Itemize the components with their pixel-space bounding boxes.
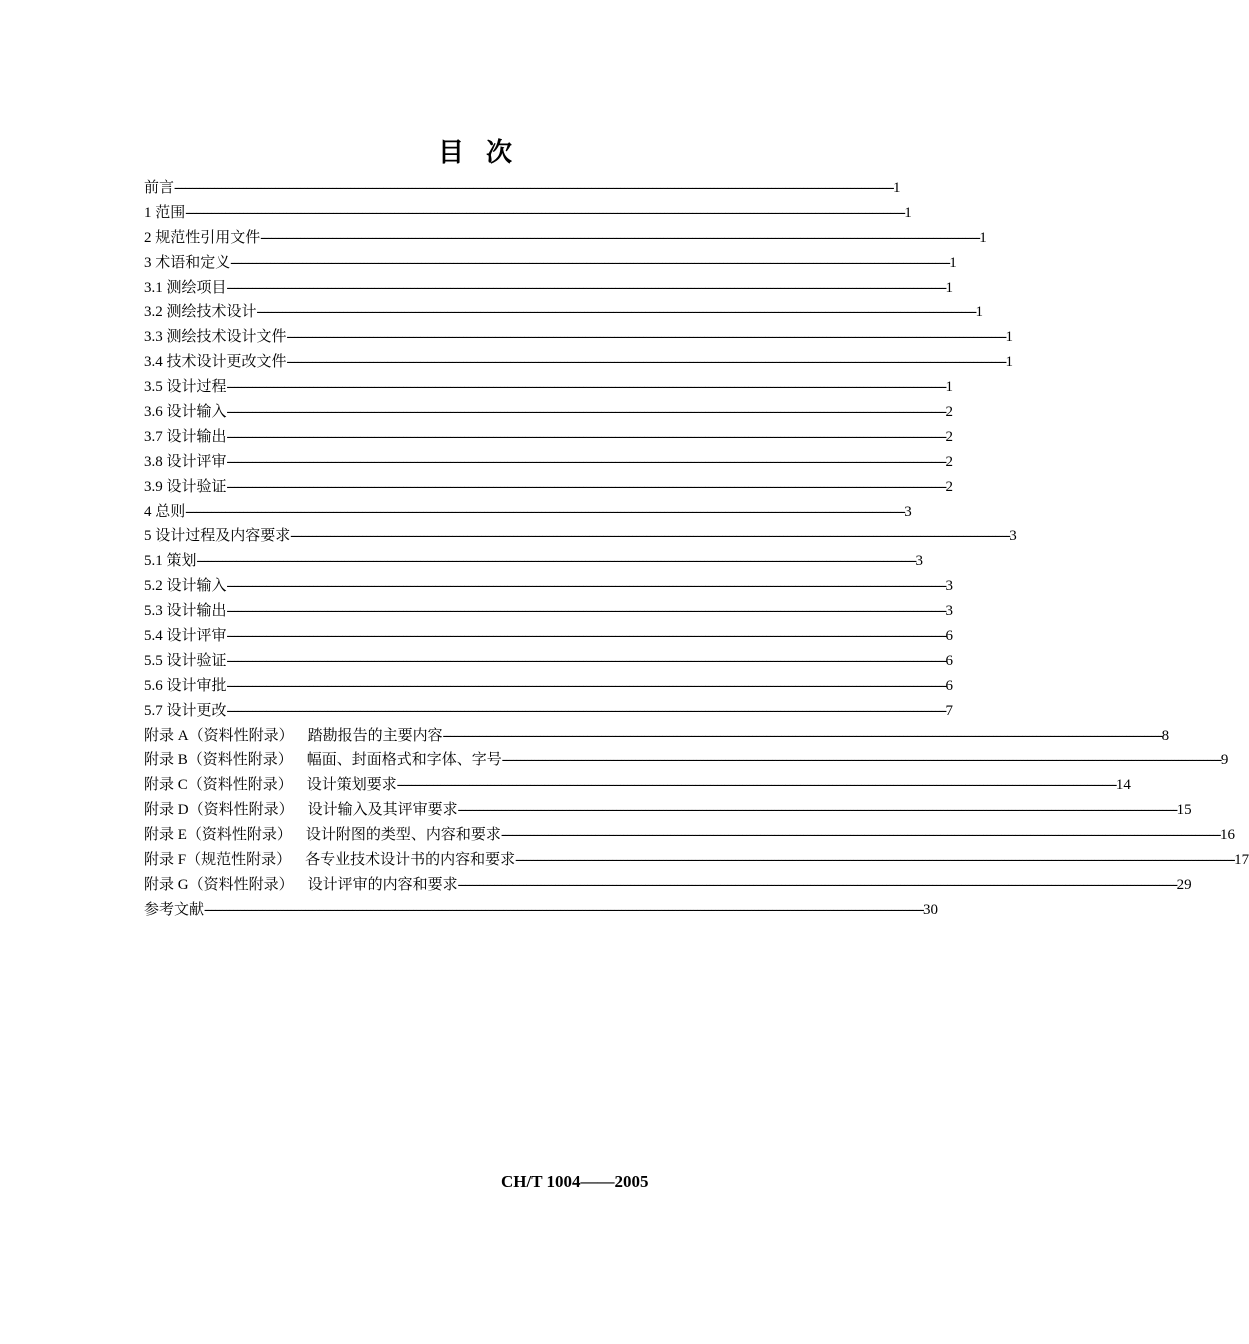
toc-entry-heading: 5.5 设计验证 — [144, 652, 227, 669]
toc-entry-label — [144, 475, 227, 500]
toc-entry-heading: 附录 D（资料性附录） — [144, 802, 294, 819]
dot-leader: -------------------------------------------------------------------------------------------------------------------------------------------------------------------------------------------------------- — [185, 503, 905, 520]
toc-entry-label — [144, 674, 227, 699]
toc-entry-heading: 5.1 策划 — [144, 553, 197, 570]
toc-entry-page-number: 1 — [975, 304, 984, 321]
toc-entry-page-number: 3 — [945, 603, 954, 620]
toc-entry-label — [144, 823, 501, 848]
toc-entry[interactable] — [144, 500, 912, 525]
toc-entry-label — [144, 773, 397, 798]
toc-entry-label — [144, 400, 227, 425]
toc-entry-heading: 5.6 设计审批 — [144, 677, 227, 694]
toc-entry-subtitle: 踏勘报告的主要内容 — [307, 727, 443, 744]
dot-leader: -------------------------------------------------------------------------------------------------------------------------------------------------------------------------------------------------------- — [226, 379, 946, 396]
toc-entry[interactable] — [144, 549, 924, 574]
toc-entry-page-number: 14 — [1115, 777, 1131, 794]
toc-entry-label — [144, 325, 287, 350]
toc-entry[interactable] — [144, 748, 1229, 773]
toc-entry[interactable] — [144, 475, 954, 500]
toc-entry-heading: 3.3 测绘技术设计文件 — [144, 329, 287, 346]
toc-entry-page-number: 3 — [945, 578, 954, 595]
toc-entry-page-number: 6 — [945, 652, 954, 669]
dot-leader: -------------------------------------------------------------------------------------------------------------------------------------------------------------------------------------------------------- — [226, 578, 946, 595]
toc-entry-page-number: 1 — [949, 254, 957, 271]
dot-leader: -------------------------------------------------------------------------------------------------------------------------------------------------------------------------------------------------------- — [286, 329, 1006, 346]
toc-entry-heading: 5 设计过程及内容要求 — [144, 528, 291, 545]
toc-entry-heading: 5.3 设计输出 — [144, 603, 227, 620]
dot-leader: -------------------------------------------------------------------------------------------------------------------------------------------------------------------------------------------------------- — [226, 652, 946, 669]
toc-entry[interactable] — [144, 325, 1014, 350]
dot-leader: -------------------------------------------------------------------------------------------------------------------------------------------------------------------------------------------------------- — [396, 777, 1116, 794]
toc-entry-heading: 参考文献 — [144, 901, 205, 918]
toc-entry-label — [144, 748, 502, 773]
toc-entry-page-number: 9 — [1220, 752, 1229, 769]
toc-entry-label — [144, 549, 197, 574]
toc-entry-label — [144, 848, 515, 873]
dot-leader: -------------------------------------------------------------------------------------------------------------------------------------------------------------------------------------------------------- — [226, 702, 946, 719]
toc-entry-heading: 附录 B（资料性附录） — [144, 752, 293, 769]
toc-entry-heading: 5.4 设计评审 — [144, 628, 227, 645]
toc-entry-heading: 3 术语和定义 — [144, 254, 231, 271]
toc-entry[interactable] — [144, 674, 954, 699]
toc-entry[interactable] — [144, 251, 957, 276]
dot-leader: -------------------------------------------------------------------------------------------------------------------------------------------------------------------------------------------------------- — [226, 628, 946, 645]
toc-entry-label — [144, 898, 204, 923]
toc-entry-label — [144, 276, 227, 301]
toc-entry[interactable] — [144, 599, 954, 624]
toc-entry-label — [144, 699, 227, 724]
toc-entry-heading: 4 总则 — [144, 503, 186, 520]
toc-entry-page-number: 1 — [979, 229, 987, 246]
dot-leader: -------------------------------------------------------------------------------------------------------------------------------------------------------------------------------------------------------- — [204, 901, 924, 918]
toc-entry[interactable] — [144, 350, 1014, 375]
toc-entry-page-number: 16 — [1219, 827, 1235, 844]
toc-entry-page-number: 3 — [904, 503, 912, 520]
toc-entry[interactable] — [144, 724, 1170, 749]
page-title: 目次 — [437, 138, 534, 167]
toc-entry-label — [144, 724, 443, 749]
toc-entry[interactable] — [144, 201, 912, 226]
toc-entry[interactable] — [144, 450, 954, 475]
toc-entry[interactable] — [144, 276, 954, 301]
toc-entry-page-number: 1 — [1005, 354, 1014, 371]
toc-entry-heading: 附录 A（资料性附录） — [144, 727, 294, 744]
dot-leader: -------------------------------------------------------------------------------------------------------------------------------------------------------------------------------------------------------- — [457, 876, 1177, 893]
toc-entry-page-number: 2 — [945, 428, 954, 445]
toc-entry-page-number: 15 — [1176, 802, 1192, 819]
toc-entry[interactable] — [144, 375, 954, 400]
toc-entry-page-number: 17 — [1234, 852, 1249, 869]
toc-entry[interactable] — [144, 176, 901, 201]
toc-entry-heading: 5.7 设计更改 — [144, 702, 227, 719]
dot-leader: -------------------------------------------------------------------------------------------------------------------------------------------------------------------------------------------------------- — [226, 279, 946, 296]
dot-leader: -------------------------------------------------------------------------------------------------------------------------------------------------------------------------------------------------------- — [185, 204, 905, 221]
toc-entry-label — [144, 176, 174, 201]
toc-entry-label — [144, 226, 260, 251]
toc-entry-page-number: 30 — [923, 901, 939, 918]
toc-entry-heading: 附录 C（资料性附录） — [144, 777, 293, 794]
toc-entry-page-number: 3 — [1009, 528, 1017, 545]
dot-leader: -------------------------------------------------------------------------------------------------------------------------------------------------------------------------------------------------------- — [174, 180, 894, 196]
toc-entry-page-number: 1 — [893, 180, 901, 196]
toc-entry-label — [144, 500, 185, 525]
toc-entry-subtitle: 设计输入及其评审要求 — [307, 802, 458, 819]
toc-entry-label — [144, 873, 458, 898]
toc-entry[interactable] — [144, 300, 984, 325]
toc-entry-page-number: 7 — [945, 702, 954, 719]
toc-entry-page-number: 2 — [945, 404, 954, 421]
toc-entry-label — [144, 201, 185, 226]
dot-leader: -------------------------------------------------------------------------------------------------------------------------------------------------------------------------------------------------------- — [500, 827, 1220, 844]
dot-leader: -------------------------------------------------------------------------------------------------------------------------------------------------------------------------------------------------------- — [226, 453, 946, 470]
toc-entry-page-number: 2 — [945, 478, 954, 495]
dot-leader: -------------------------------------------------------------------------------------------------------------------------------------------------------------------------------------------------------- — [501, 752, 1221, 769]
toc-entry-heading: 3.1 测绘项目 — [144, 279, 227, 296]
dot-leader: -------------------------------------------------------------------------------------------------------------------------------------------------------------------------------------------------------- — [515, 852, 1235, 869]
toc-entry[interactable] — [144, 898, 939, 923]
toc-entry-label — [144, 798, 458, 823]
toc-entry-heading: 3.2 测绘技术设计 — [144, 304, 257, 321]
toc-entry-page-number: 1 — [945, 279, 954, 296]
toc-entry-heading: 3.4 技术设计更改文件 — [144, 354, 287, 371]
toc-entry-heading: 附录 F（规范性附录） — [144, 852, 292, 869]
toc-entry-heading: 1 范围 — [144, 204, 186, 221]
toc-entry-heading: 3.7 设计输出 — [144, 428, 227, 445]
toc-entry-subtitle: 各专业技术设计书的内容和要求 — [305, 852, 516, 869]
toc-entry-page-number: 2 — [945, 453, 954, 470]
table-of-contents — [144, 176, 1249, 923]
toc-entry-page-number: 1 — [1005, 329, 1014, 346]
toc-entry-page-number: 8 — [1161, 727, 1170, 744]
toc-entry-heading: 3.8 设计评审 — [144, 453, 227, 470]
dot-leader: -------------------------------------------------------------------------------------------------------------------------------------------------------------------------------------------------------- — [256, 304, 976, 321]
toc-entry-label — [144, 599, 227, 624]
toc-entry[interactable] — [144, 574, 954, 599]
toc-entry-page-number: 1 — [904, 204, 912, 221]
toc-entry-page-number: 6 — [945, 677, 954, 694]
toc-entry[interactable] — [144, 524, 1017, 549]
toc-entry-heading: 3.5 设计过程 — [144, 379, 227, 396]
toc-entry[interactable] — [144, 624, 954, 649]
toc-entry[interactable] — [144, 873, 1192, 898]
toc-entry[interactable] — [144, 649, 954, 674]
dot-leader: -------------------------------------------------------------------------------------------------------------------------------------------------------------------------------------------------------- — [226, 478, 946, 495]
toc-entry-label — [144, 649, 227, 674]
toc-entry-heading: 2 规范性引用文件 — [144, 229, 261, 246]
toc-entry-label — [144, 350, 287, 375]
toc-entry-heading: 附录 G（资料性附录） — [144, 876, 294, 893]
dot-leader: -------------------------------------------------------------------------------------------------------------------------------------------------------------------------------------------------------- — [290, 528, 1010, 545]
toc-entry[interactable] — [144, 848, 1249, 873]
toc-entry-label — [144, 524, 290, 549]
dot-leader: -------------------------------------------------------------------------------------------------------------------------------------------------------------------------------------------------------- — [457, 802, 1177, 819]
toc-entry-heading: 3.6 设计输入 — [144, 404, 227, 421]
toc-entry-page-number: 3 — [915, 553, 924, 570]
toc-entry-label — [144, 450, 227, 475]
toc-entry[interactable] — [144, 425, 954, 450]
toc-entry-label — [144, 300, 257, 325]
toc-entry[interactable] — [144, 823, 1235, 848]
toc-entry-label — [144, 251, 230, 276]
dot-leader: -------------------------------------------------------------------------------------------------------------------------------------------------------------------------------------------------------- — [286, 354, 1006, 371]
toc-entry[interactable] — [144, 699, 954, 724]
toc-entry-subtitle: 幅面、封面格式和字体、字号 — [306, 752, 502, 769]
toc-entry[interactable] — [144, 773, 1131, 798]
toc-entry-subtitle: 设计评审的内容和要求 — [307, 876, 458, 893]
toc-entry[interactable] — [144, 226, 987, 251]
toc-entry-label — [144, 574, 227, 599]
dot-leader: -------------------------------------------------------------------------------------------------------------------------------------------------------------------------------------------------------- — [260, 229, 980, 246]
toc-entry[interactable] — [144, 798, 1192, 823]
toc-entry-page-number: 1 — [945, 379, 954, 396]
dot-leader: -------------------------------------------------------------------------------------------------------------------------------------------------------------------------------------------------------- — [230, 254, 950, 271]
toc-entry-label — [144, 375, 227, 400]
toc-entry-heading: 附录 E（资料性附录） — [144, 827, 292, 844]
standard-number: CH/T 1004——2005 — [501, 1172, 649, 1191]
toc-entry-heading: 3.9 设计验证 — [144, 478, 227, 495]
toc-entry[interactable] — [144, 400, 954, 425]
dot-leader: -------------------------------------------------------------------------------------------------------------------------------------------------------------------------------------------------------- — [226, 404, 946, 421]
toc-entry-subtitle: 设计附图的类型、内容和要求 — [305, 827, 501, 844]
toc-entry-label — [144, 624, 227, 649]
dot-leader: -------------------------------------------------------------------------------------------------------------------------------------------------------------------------------------------------------- — [226, 428, 946, 445]
toc-entry-page-number: 29 — [1176, 876, 1192, 893]
dot-leader: -------------------------------------------------------------------------------------------------------------------------------------------------------------------------------------------------------- — [226, 603, 946, 620]
toc-entry-page-number: 6 — [945, 628, 954, 645]
dot-leader: -------------------------------------------------------------------------------------------------------------------------------------------------------------------------------------------------------- — [226, 677, 946, 694]
toc-entry-heading: 前言 — [144, 180, 175, 196]
toc-entry-subtitle: 设计策划要求 — [306, 777, 397, 794]
toc-entry-label — [144, 425, 227, 450]
toc-entry-heading: 5.2 设计输入 — [144, 578, 227, 595]
dot-leader: -------------------------------------------------------------------------------------------------------------------------------------------------------------------------------------------------------- — [196, 553, 916, 570]
dot-leader: -------------------------------------------------------------------------------------------------------------------------------------------------------------------------------------------------------- — [442, 727, 1162, 744]
